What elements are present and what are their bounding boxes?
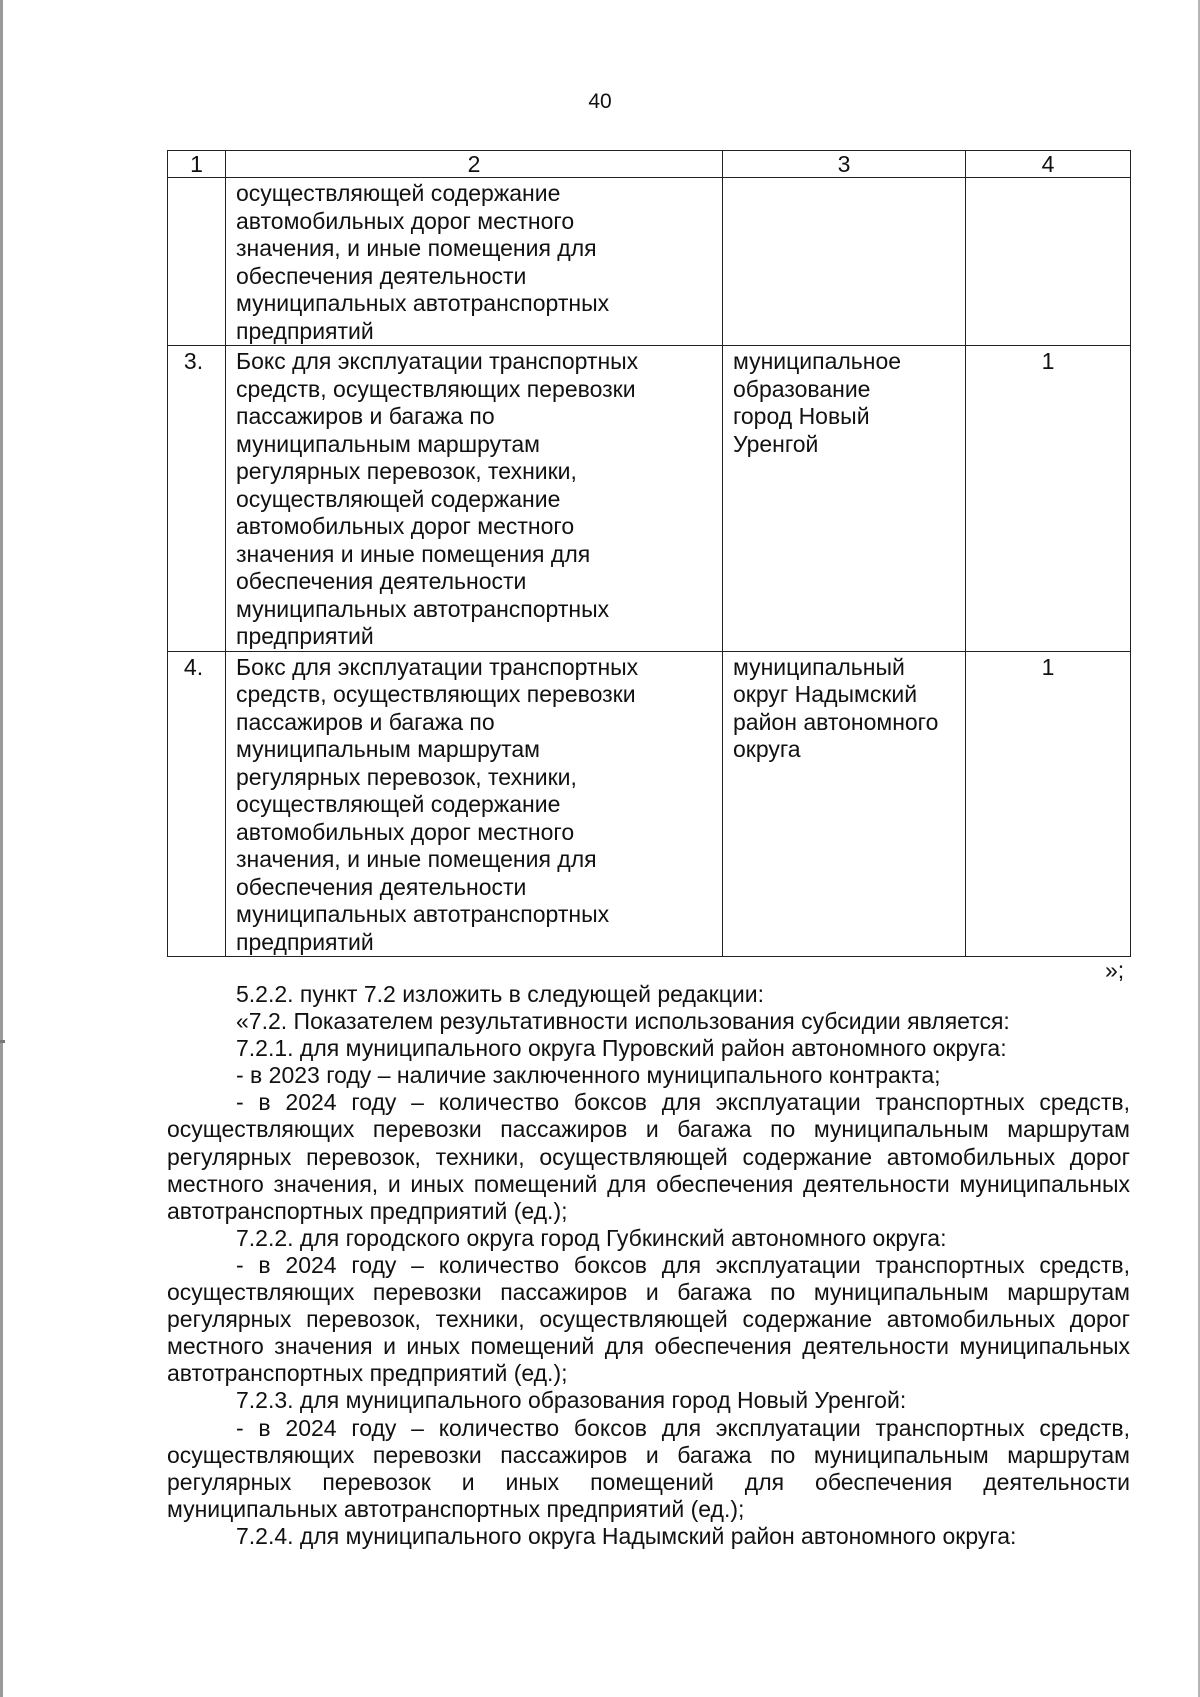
paragraph: - в 2024 году – количество боксов для эксплуатации транспортных средств, осуществляющих перевозки пассажиров и багажа по муниципальным маршрутам регулярных перевозок, техники, осуществляющей содержание автомобильных дорог местного значения, и иных помещений для обеспечения деятельности муниципальных автотранспортных предприятий (ед.); <box>167 1089 1130 1224</box>
municipality <box>723 178 966 346</box>
description-line: обеспечения деятельности <box>236 262 527 289</box>
municipality-line: город Новый <box>733 403 870 429</box>
municipality-line: образование <box>733 375 871 402</box>
description-line: муниципальных автотранспортных <box>236 595 610 622</box>
municipality-line: муниципальное <box>733 348 902 374</box>
row-number: 3. <box>168 346 226 652</box>
description-line: средств, осуществляющих перевозки <box>236 375 636 402</box>
description-line: пассажиров и багажа по <box>236 403 495 429</box>
description-line: пассажиров и багажа по <box>236 708 495 735</box>
facilities-table <box>167 150 1131 957</box>
description-line: муниципальных автотранспортных <box>236 901 610 927</box>
facility-description <box>226 651 723 957</box>
description-line: осуществляющей содержание <box>236 791 561 817</box>
paragraph: 7.2.1. для муниципального округа Пуровский район автономного округа: <box>236 1035 1007 1062</box>
closing-quote-mark: »; <box>1105 957 1125 983</box>
description-line: предприятий <box>236 317 374 344</box>
municipality-line: Уренгой <box>733 430 819 457</box>
document-body <box>167 981 1130 1550</box>
row-number: 4. <box>168 651 226 957</box>
description-line: осуществляющей содержание <box>236 485 561 512</box>
paragraph: «7.2. Показателем результативности использования субсидии является: <box>236 1008 1010 1035</box>
municipality-line: район автономного <box>733 708 939 735</box>
column-header-1: 1 <box>168 151 226 178</box>
description-line: муниципальным маршрутам <box>236 736 540 762</box>
description-line: значения и иные помещения для <box>236 540 591 567</box>
description-line: Бокс для эксплуатации транспортных <box>236 348 639 374</box>
description-line: автомобильных дорог местного <box>236 513 575 539</box>
description-line: осуществляющей содержание <box>236 180 561 206</box>
description-line: регулярных перевозок, техники, <box>236 458 577 484</box>
paragraph: - в 2024 году – количество боксов для эксплуатации транспортных средств, осуществляющих перевозки пассажиров и багажа по муниципальным маршрутам регулярных перевозок, техники, осуществляющей содержание автомобильных дорог местного значения и иных помещений для обеспечения деятельности муниципальных автотранспортных предприятий (ед.); <box>167 1251 1130 1387</box>
description-line: обеспечения деятельности <box>236 568 527 594</box>
description-line: средств, осуществляющих перевозки <box>236 681 636 707</box>
paragraph: - в 2024 году – количество боксов для эксплуатации транспортных средств, осуществляющих перевозки пассажиров и багажа по муниципальным маршрутам регулярных перевозок и иных помещений для обеспечения деятельности муниципальных автотранспортных предприятий (ед.); <box>167 1414 1130 1522</box>
paragraph: 5.2.2. пункт 7.2 изложить в следующей редакции: <box>236 981 764 1007</box>
column-header-2: 2 <box>226 151 723 178</box>
table-row <box>168 346 1131 652</box>
paragraph: - в 2023 году – наличие заключенного муниципального контракта; <box>236 1062 941 1089</box>
description-line: предприятий <box>236 623 374 649</box>
table-row <box>168 178 1131 346</box>
paragraph: 7.2.4. для муниципального округа Надымский район автономного округа: <box>236 1522 1017 1549</box>
paragraph: 7.2.2. для городского округа город Губкинский автономного округа: <box>236 1224 947 1251</box>
description-line: муниципальным маршрутам <box>236 430 540 457</box>
paragraph: 7.2.3. для муниципального образования город Новый Уренгой: <box>236 1387 907 1414</box>
description-line: регулярных перевозок, техники, <box>236 763 577 790</box>
quantity <box>966 178 1131 346</box>
table-row <box>168 651 1131 957</box>
quantity: 1 <box>966 346 1131 652</box>
facility-description <box>226 346 723 652</box>
description-line: значения, и иные помещения для <box>236 235 597 261</box>
page-number: 40 <box>588 90 612 113</box>
municipality <box>723 346 966 652</box>
municipality-line: муниципальный <box>733 653 905 680</box>
municipality-line: округа <box>733 736 801 762</box>
description-line: значения, и иные помещения для <box>236 846 597 872</box>
column-header-4: 4 <box>966 151 1131 178</box>
quantity: 1 <box>966 651 1131 957</box>
description-line: Бокс для эксплуатации транспортных <box>236 653 639 680</box>
municipality <box>723 651 966 957</box>
scan-edge-mark <box>0 1040 5 1043</box>
column-header-3: 3 <box>723 151 966 178</box>
description-line: муниципальных автотранспортных <box>236 290 610 316</box>
scan-left-edge <box>0 0 3 1697</box>
description-line: обеспечения деятельности <box>236 873 527 900</box>
row-number <box>168 178 226 346</box>
description-line: автомобильных дорог местного <box>236 207 575 234</box>
description-line: предприятий <box>236 928 374 955</box>
facility-description <box>226 178 723 346</box>
description-line: автомобильных дорог местного <box>236 818 575 845</box>
municipality-line: округ Надымский <box>733 681 918 707</box>
table-header <box>168 151 1131 178</box>
